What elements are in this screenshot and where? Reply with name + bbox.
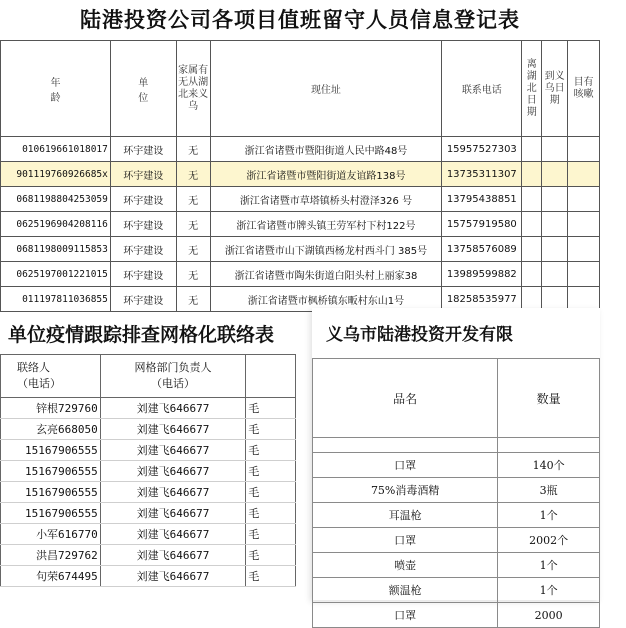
item-cell: 75%消毒酒精 xyxy=(313,478,498,503)
supplies-table xyxy=(312,358,600,628)
supplies-spacer-row xyxy=(313,438,600,453)
item-cell: 耳温枪 xyxy=(313,503,498,528)
empty-date-cell xyxy=(522,237,542,262)
unit-cell: 环宇建设 xyxy=(110,262,176,287)
empty-date-cell xyxy=(542,262,568,287)
contact-cell: 小军616770 xyxy=(1,524,101,545)
staff-header-row xyxy=(1,41,600,137)
grid-leader-cell: 刘建飞646677 xyxy=(100,482,245,503)
cut-off-cell: 毛 xyxy=(246,503,296,524)
phone-cell: 18258535977 xyxy=(442,287,522,312)
hubei-cell: 无 xyxy=(176,137,210,162)
item-cell: 口罩 xyxy=(313,603,498,628)
cut-off-cell: 毛 xyxy=(246,566,296,587)
contact-cell: 15167906555 xyxy=(1,461,101,482)
header-hubei-family: 家属有无从湖北来义乌 xyxy=(176,41,210,137)
address-cell: 浙江省诸暨市牌头镇王劳军村下村122号 xyxy=(210,212,442,237)
qty-cell: 1个 xyxy=(498,553,600,578)
contact-row xyxy=(1,566,296,587)
empty-date-cell xyxy=(542,237,568,262)
supply-row xyxy=(313,578,600,603)
staff-row xyxy=(1,262,600,287)
item-cell: 口罩 xyxy=(313,453,498,478)
empty-date-cell xyxy=(568,187,600,212)
contact-row xyxy=(1,461,296,482)
unit-cell: 环宇建设 xyxy=(110,212,176,237)
staff-row xyxy=(1,187,600,212)
grid-leader-cell: 刘建飞646677 xyxy=(100,503,245,524)
header-cut-off xyxy=(246,355,296,398)
supply-row xyxy=(313,478,600,503)
id-number-cell xyxy=(1,262,111,287)
hubei-cell: 无 xyxy=(176,262,210,287)
hubei-cell: 无 xyxy=(176,237,210,262)
supplies-title: 义乌市陆港投资开发有限 xyxy=(326,325,513,345)
id-number-text: 901119760926685x xyxy=(16,168,108,180)
contact-cell: 句荣674495 xyxy=(1,566,101,587)
contact-cell: 锌根729760 xyxy=(1,398,101,419)
contact-cell: 15167906555 xyxy=(1,482,101,503)
grid-leader-cell: 刘建飞646677 xyxy=(100,440,245,461)
staff-registration-sheet xyxy=(0,0,600,307)
id-number-cell xyxy=(1,162,111,187)
hubei-cell: 无 xyxy=(176,212,210,237)
grid-header-row xyxy=(1,355,296,398)
id-number-cell xyxy=(1,137,111,162)
grid-leader-cell: 刘建飞646677 xyxy=(100,419,245,440)
empty-date-cell xyxy=(542,212,568,237)
empty-date-cell xyxy=(568,162,600,187)
grid-contact-sheet xyxy=(0,318,296,600)
id-number-text: 0625197001221015 xyxy=(16,268,108,280)
empty-date-cell xyxy=(542,137,568,162)
contact-row xyxy=(1,398,296,419)
empty-date-cell xyxy=(522,262,542,287)
phone-cell: 13795438851 xyxy=(442,187,522,212)
id-number-cell xyxy=(1,212,111,237)
qty-cell: 3瓶 xyxy=(498,478,600,503)
qty-cell: 1个 xyxy=(498,578,600,603)
header-address: 现住址 xyxy=(210,41,442,137)
staff-registration-table xyxy=(0,40,600,312)
address-cell: 浙江省诸暨市山下湖镇西杨龙村西斗门 385号 xyxy=(210,237,442,262)
qty-cell: 2000 xyxy=(498,603,600,628)
phone-cell: 15757919580 xyxy=(442,212,522,237)
contact-row xyxy=(1,545,296,566)
item-cell: 喷壶 xyxy=(313,553,498,578)
supply-row xyxy=(313,553,600,578)
qty-cell: 2002个 xyxy=(498,528,600,553)
hubei-cell: 无 xyxy=(176,287,210,312)
contact-row xyxy=(1,482,296,503)
id-number-text: 0681198804253059 xyxy=(16,193,108,205)
id-number-text: 0625196904208116 xyxy=(16,218,108,230)
grid-contact-title: 单位疫情跟踪排查网格化联络表 xyxy=(8,324,275,346)
empty-date-cell xyxy=(568,212,600,237)
cut-off-cell: 毛 xyxy=(246,461,296,482)
item-cell: 额温枪 xyxy=(313,578,498,603)
header-cough: 目有咳嗽 xyxy=(568,41,600,137)
empty-date-cell xyxy=(568,237,600,262)
empty-date-cell xyxy=(568,137,600,162)
header-arrive-yiwu-date: 到义乌日期 xyxy=(542,41,568,137)
address-cell: 浙江省诸暨市枫桥镇东畈村东山1号 xyxy=(210,287,442,312)
grid-leader-cell: 刘建飞646677 xyxy=(100,398,245,419)
header-age: 年 龄 xyxy=(1,41,111,137)
cut-off-cell: 毛 xyxy=(246,398,296,419)
supply-row xyxy=(313,453,600,478)
contact-cell: 15167906555 xyxy=(1,503,101,524)
staff-registration-title: 陆港投资公司各项目值班留守人员信息登记表 xyxy=(80,8,520,32)
unit-cell: 环宇建设 xyxy=(110,137,176,162)
id-number-cell xyxy=(1,287,111,312)
empty-date-cell xyxy=(542,162,568,187)
header-qty: 数量 xyxy=(498,359,600,438)
hubei-cell: 无 xyxy=(176,187,210,212)
header-item: 品名 xyxy=(313,359,498,438)
id-number-text: 010619661018017 xyxy=(22,143,108,155)
supply-row xyxy=(313,603,600,628)
phone-cell: 15957527303 xyxy=(442,137,522,162)
grid-leader-cell: 刘建飞646677 xyxy=(100,524,245,545)
empty-date-cell xyxy=(522,137,542,162)
unit-cell: 环宇建设 xyxy=(110,162,176,187)
cut-off-cell: 毛 xyxy=(246,545,296,566)
grid-contact-table xyxy=(0,354,296,587)
id-number-text: 0681198009115853 xyxy=(16,243,108,255)
phone-cell: 13758576089 xyxy=(442,237,522,262)
header-unit: 单 位 xyxy=(110,41,176,137)
item-cell: 口罩 xyxy=(313,528,498,553)
empty-date-cell xyxy=(522,162,542,187)
contact-row xyxy=(1,440,296,461)
header-contact: 联络人 （电话） xyxy=(1,355,101,398)
id-number-cell xyxy=(1,187,111,212)
address-cell: 浙江省诸暨市草塔镇桥头村澄泽326 号 xyxy=(210,187,442,212)
supply-row xyxy=(313,503,600,528)
cut-off-cell: 毛 xyxy=(246,419,296,440)
grid-leader-cell: 刘建飞646677 xyxy=(100,566,245,587)
address-cell: 浙江省诸暨市暨阳街道友谊路138号 xyxy=(210,162,442,187)
address-cell: 浙江省诸暨市陶朱街道白阳头村上丽家38 xyxy=(210,262,442,287)
qty-cell: 140个 xyxy=(498,453,600,478)
staff-row xyxy=(1,237,600,262)
hubei-cell: 无 xyxy=(176,162,210,187)
grid-leader-cell: 刘建飞646677 xyxy=(100,461,245,482)
contact-row xyxy=(1,419,296,440)
unit-cell: 环宇建设 xyxy=(110,287,176,312)
empty-date-cell xyxy=(522,187,542,212)
header-left-hubei-date: 离湖北日期 xyxy=(522,41,542,137)
contact-cell: 玄亮668050 xyxy=(1,419,101,440)
supply-row xyxy=(313,528,600,553)
staff-row xyxy=(1,212,600,237)
unit-cell: 环宇建设 xyxy=(110,237,176,262)
id-number-cell xyxy=(1,237,111,262)
contact-cell: 洪昌729762 xyxy=(1,545,101,566)
supplies-sheet xyxy=(312,308,600,622)
staff-row xyxy=(1,137,600,162)
grid-leader-cell: 刘建飞646677 xyxy=(100,545,245,566)
empty-date-cell xyxy=(542,187,568,212)
id-number-text: 011197811036855 xyxy=(22,293,108,305)
staff-row xyxy=(1,162,600,187)
unit-cell: 环宇建设 xyxy=(110,187,176,212)
empty-date-cell xyxy=(522,212,542,237)
empty-date-cell xyxy=(568,262,600,287)
qty-cell: 1个 xyxy=(498,503,600,528)
supplies-header-row xyxy=(313,359,600,438)
phone-cell: 13735311307 xyxy=(442,162,522,187)
cut-off-cell: 毛 xyxy=(246,524,296,545)
contact-cell: 15167906555 xyxy=(1,440,101,461)
cut-off-cell: 毛 xyxy=(246,482,296,503)
cut-off-cell: 毛 xyxy=(246,440,296,461)
header-phone: 联系电话 xyxy=(442,41,522,137)
header-grid-leader: 网格部门负责人 （电话） xyxy=(100,355,245,398)
contact-row xyxy=(1,503,296,524)
phone-cell: 13989599882 xyxy=(442,262,522,287)
contact-row xyxy=(1,524,296,545)
address-cell: 浙江省诸暨市暨阳街道人民中路48号 xyxy=(210,137,442,162)
